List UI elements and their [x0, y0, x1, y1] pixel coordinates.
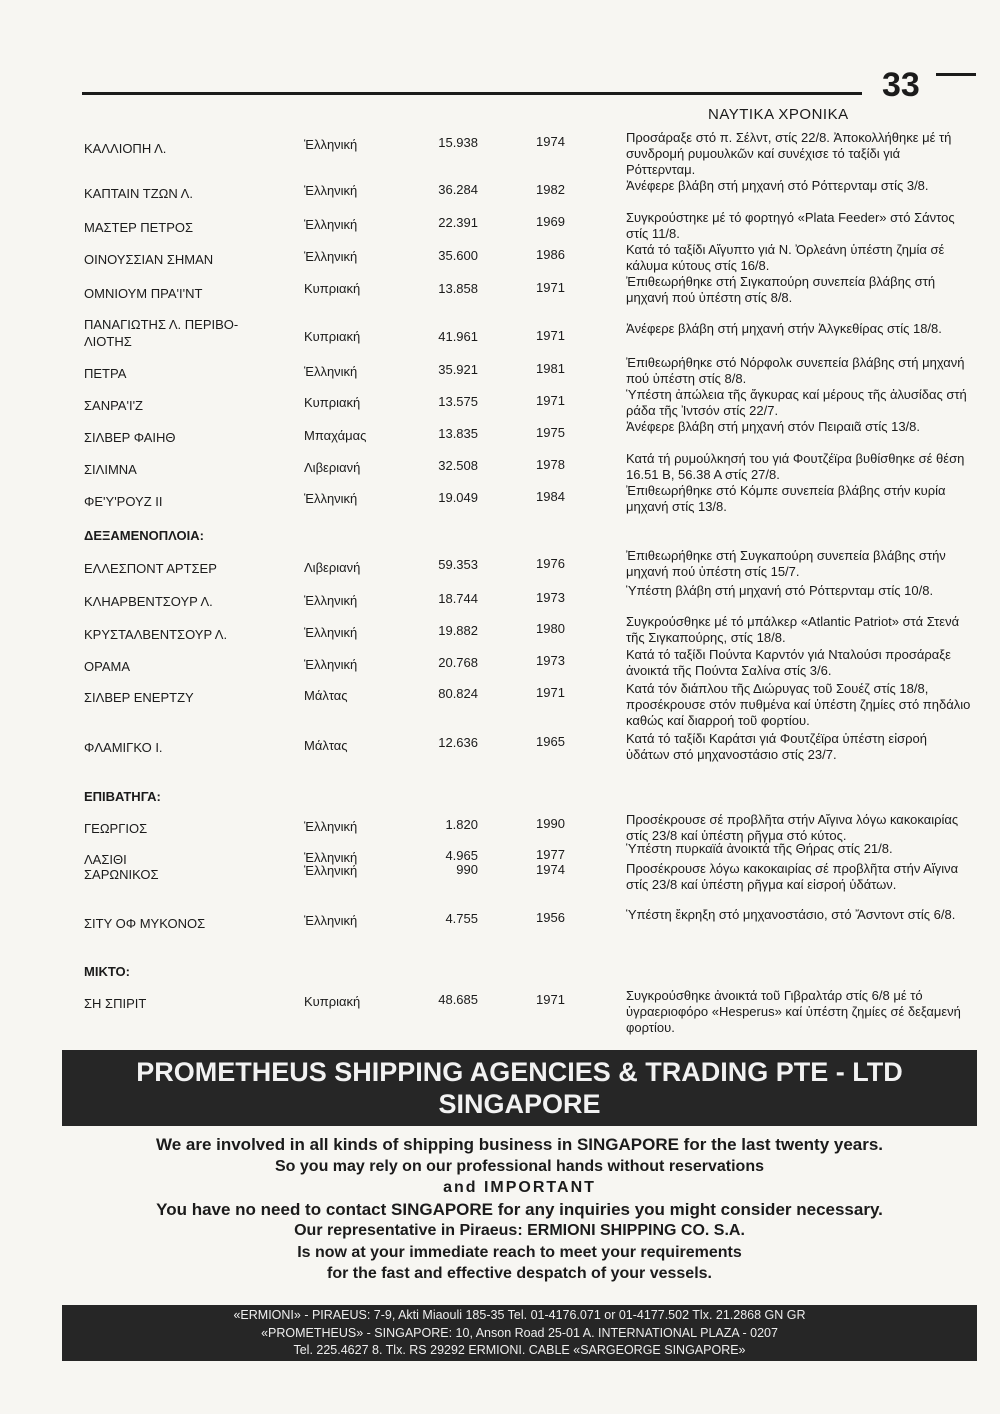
vessel-name: ΛΑΣΙΘΙ: [84, 852, 127, 867]
vessel-tonnage: 13.835: [438, 426, 478, 441]
incident-note: Κατά τό ταξίδι Πούντα Καρντόν γιά Νταλούσι προσάραξε ἀνοικτά τῆς Πούντα Σαλίνα στίς 3/6.: [626, 647, 951, 678]
vessel-year: 1977: [536, 847, 565, 862]
ad-line: for the fast and effective despatch of your vessels.: [326, 1265, 712, 1282]
vessel-name: ΜΑΣΤΕΡ ΠΕΤΡΟΣ: [84, 220, 194, 235]
page-number: 33: [882, 66, 920, 104]
ad-company-city: SINGAPORE: [438, 1089, 601, 1119]
vessel-tonnage: 80.824: [438, 686, 478, 701]
contact-line-piraeus: «ERMIONI» - PIRAEUS: 7-9, Akti Miaouli 185-35 Tel. 01-4176.071 or 01-4177.502 Tlx. 21.2868 GN GR: [233, 1308, 806, 1322]
vessel-flag: Ἑλληνική: [304, 657, 358, 672]
vessel-tonnage: 12.636: [438, 735, 478, 750]
vessel-tonnage: 59.353: [438, 557, 478, 572]
contact-line-singapore: «PROMETHEUS» - SINGAPORE: 10, Anson Road 25-01 A. INTERNATIONAL PLAZA - 0207: [261, 1325, 778, 1340]
incident-note: Ἐπιθεωρήθηκε στό Νόρφολκ συνεπεία βλάβης στή μηχανή πού ὑπέστη στίς 8/8.: [626, 355, 965, 386]
incident-note: Κατά τό ταξίδι Αἴγυπτο γιά Ν. Ὀρλεάνη ὑπέστη ζημία σέ κάλυμα κύτους στίς 16/8.: [626, 242, 945, 273]
incident-note: Κατά τή ρυμούλκησή του γιά Φουτζέϊρα βυθίσθηκε σέ θέση 16.51 Β, 56.38 Α στίς 27/8.: [626, 451, 965, 482]
vessel-tonnage: 15.938: [438, 135, 478, 150]
vessel-name: ΠΑΝΑΓΙΩΤΗΣ Λ. ΠΕΡΙΒΟ-ΛΙΟΤΗΣ: [84, 317, 239, 349]
incident-note: Ἀνέφερε βλάβη στή μηχανή στήν Ἀλγκεθίρας στίς 18/8.: [626, 321, 942, 336]
vessel-year: 1986: [536, 247, 565, 262]
vessel-year: 1978: [536, 457, 565, 472]
header-rule: [82, 92, 862, 95]
vessel-tonnage: 41.961: [438, 329, 478, 344]
incident-note: Ἐπιθεωρήθηκε στή Σιγκαπούρη συνεπεία βλάβης στή μηχανή πού ὑπέστη στίς 8/8.: [626, 274, 936, 305]
vessel-year: 1969: [536, 214, 565, 229]
ad-company-name: PROMETHEUS SHIPPING AGENCIES & TRADING PTE - LTD: [136, 1057, 903, 1087]
vessel-year: 1971: [536, 992, 565, 1007]
vessel-year: 1980: [536, 621, 565, 636]
vessel-name: ΟΙΝΟΥΣΣΙΑΝ ΣΗΜΑΝ: [84, 252, 214, 267]
vessel-flag: Ἑλληνική: [304, 625, 358, 640]
vessel-year: 1976: [536, 556, 565, 571]
vessel-tonnage: 18.744: [438, 591, 478, 606]
vessel-year: 1956: [536, 910, 565, 925]
vessel-name: ΣΙΛΒΕΡ ΕΝΕΡΤΖΥ: [84, 690, 194, 705]
vessel-tonnage: 13.858: [438, 281, 478, 296]
vessel-year: 1971: [536, 280, 565, 295]
journal-title: ΝΑΥΤΙΚΑ ΧΡΟΝΙΚΑ: [708, 106, 849, 123]
vessel-tonnage: 35.921: [438, 362, 478, 377]
vessel-year: 1984: [536, 489, 565, 504]
vessel-flag: Κυπριακή: [304, 281, 361, 296]
vessel-tonnage: 19.049: [438, 490, 478, 505]
vessel-flag: Μπαχάμας: [304, 428, 367, 443]
incident-note: Ἐπιθεωρήθηκε στή Συγκαπούρη συνεπεία βλάβης στήν μηχανή πού ὑπέστη στίς 15/7.: [626, 548, 946, 579]
vessel-year: 1965: [536, 734, 565, 749]
ad-line: and IMPORTANT: [443, 1179, 596, 1196]
incident-note: Ἐπιθεωρήθηκε στό Κόμπε συνεπεία βλάβης στήν κυρία μηχανή στίς 13/8.: [626, 483, 946, 514]
section-heading-mixed: ΜΙΚΤΟ:: [84, 964, 130, 979]
vessel-name: ΣΙΤΥ ΟΦ ΜΥΚΟΝΟΣ: [84, 916, 206, 931]
ad-banner: [62, 1050, 977, 1126]
vessel-flag: Ἑλληνική: [304, 913, 358, 928]
vessel-name: ΚΡΥΣΤΑΛΒΕΝΤΣΟΥΡ Λ.: [84, 627, 228, 642]
vessel-flag: Ἑλληνική: [304, 819, 358, 834]
vessel-name: ΚΛΗΑΡΒΕΝΤΣΟΥΡ Λ.: [84, 594, 213, 609]
ad-contact-footer: [62, 1305, 977, 1361]
incident-note: Συγκρούσθηκε μέ τό μπάλκερ «Atlantic Patriot» στά Στενά τῆς Σιγκαπούρης, στίς 18/8.: [626, 614, 960, 645]
vessel-year: 1982: [536, 182, 565, 197]
vessel-tonnage: 19.882: [438, 623, 478, 638]
incident-note: Ὑπέστη πυρκαϊά ἀνοικτά τῆς Θήρας στίς 21/8.: [626, 841, 893, 856]
vessel-tonnage: 1.820: [445, 817, 478, 832]
vessel-flag: Μάλτας: [304, 688, 348, 703]
vessel-year: 1974: [536, 862, 565, 877]
vessel-flag: Ἑλληνική: [304, 249, 358, 264]
vessel-tonnage: 35.600: [438, 248, 478, 263]
vessel-name: ΣΗ ΣΠΙΡΙΤ: [84, 996, 147, 1011]
vessel-name: ΣΑΝΡΑ'Ι'Ζ: [84, 398, 143, 413]
contact-line-telex: Tel. 225.4627 8. Tlx. RS 29292 ERMIONI. CABLE «SARGEORGE SINGAPORE»: [293, 1343, 746, 1357]
vessel-year: 1990: [536, 816, 565, 831]
vessel-name: ΓΕΩΡΓΙΟΣ: [84, 821, 148, 836]
vessel-flag: Ἑλληνική: [304, 364, 358, 379]
ad-line: You have no need to contact SINGAPORE for any inquiries you might consider necessary.: [156, 1199, 883, 1219]
vessel-name: ΚΑΛΛΙΟΠΗ Λ.: [84, 141, 167, 156]
vessel-tonnage: 36.284: [438, 182, 478, 197]
section-heading-tankers: ΔΕΞΑΜΕΝΟΠΛΟΙΑ:: [84, 528, 204, 543]
ad-line: We are involved in all kinds of shipping business in SINGAPORE for the last twenty years.: [155, 1135, 884, 1154]
vessel-tonnage: 4.965: [445, 848, 478, 863]
ad-body: [62, 1134, 977, 1285]
incident-note: Ὑπέστη ἀπώλεια τῆς ἄγκυρας καί μέρους τῆς ἀλυσίδας στή ράδα τῆς Ἰντσόν στίς 22/7.: [626, 387, 967, 418]
incident-note: Κατά τόν διάπλου τῆς Διώρυγας τοῦ Σουέζ στίς 18/8, προσέκρουσε στόν πυθμένα καί ὑπέστη ζημίες στό πηδάλιο καθώς καί διαρροή τοῦ φορτίου.: [626, 681, 971, 728]
vessel-name: ΠΕΤΡΑ: [84, 366, 127, 381]
vessel-flag: Ἑλληνική: [304, 183, 358, 198]
incident-note: Συγκρούσθηκε ἀνοικτά τοῦ Γιβραλτάρ στίς 6/8 μέ τό ὑγραεριοφόρο «Hesperus» καί ὑπέστη ζημίες σέ δεξαμενή φορτίου.: [626, 988, 961, 1035]
vessel-flag: Κυπριακή: [304, 395, 361, 410]
vessel-tonnage: 990: [456, 862, 478, 877]
incident-note: Προσέκρουσε σέ προβλῆτα στήν Αἴγινα λόγω κακοκαιρίας στίς 23/8 καί ὑπέστη ρῆγμα στό κύτος.: [626, 812, 959, 843]
vessel-name: ΟΡΑΜΑ: [84, 659, 130, 674]
vessel-flag: Ἑλληνική: [304, 850, 358, 865]
vessel-tonnage: 22.391: [438, 215, 478, 230]
incident-note: Ἀνέφερε βλάβη στή μηχανή στόν Πειραιᾶ στίς 13/8.: [626, 419, 920, 434]
incident-note: Προσέκρουσε λόγω κακοκαιρίας σέ προβλῆτα στήν Αἴγινα στίς 23/8 καί ὑπέστη ρῆγμα καί εἰσροή ὑδάτων.: [626, 861, 959, 892]
ad-line: So you may rely on our professional hands without reservations: [275, 1157, 764, 1175]
vessel-year: 1981: [536, 361, 565, 376]
vessel-name: ΣΙΛΙΜΝΑ: [84, 462, 137, 477]
vessel-flag: Ἑλληνική: [304, 863, 358, 878]
incident-note: Ὑπέστη βλάβη στή μηχανή στό Ρόττερνταμ στίς 10/8.: [626, 583, 934, 598]
vessel-year: 1971: [536, 685, 565, 700]
vessel-flag: Μάλτας: [304, 738, 348, 753]
incident-note: Ἀνέφερε βλάβη στή μηχανή στό Ρόττερνταμ στίς 3/8.: [626, 178, 929, 193]
vessel-flag: Ἑλληνική: [304, 217, 358, 232]
vessel-year: 1975: [536, 425, 565, 440]
vessel-flag: Λιβεριανή: [304, 460, 361, 475]
vessel-tonnage: 4.755: [445, 911, 478, 926]
vessel-year: 1973: [536, 590, 565, 605]
vessel-year: 1971: [536, 393, 565, 408]
vessel-tonnage: 32.508: [438, 458, 478, 473]
vessel-tonnage: 13.575: [438, 394, 478, 409]
section-heading-passenger: ΕΠΙΒΑΤΗΓΑ:: [84, 789, 161, 804]
vessel-flag: Ἑλληνική: [304, 137, 358, 152]
vessel-name: ΦΛΑΜΙΓΚΟ Ι.: [84, 740, 163, 755]
incident-note: Κατά τό ταξίδι Καράτσι γιά Φουτζέϊρα ὑπέστη εἰσροή ὑδάτων στό μηχανοστάσιο στίς 23/7.: [626, 731, 927, 762]
vessel-name: ΣΑΡΩΝΙΚΟΣ: [84, 867, 159, 882]
vessel-tonnage: 48.685: [438, 992, 478, 1007]
vessel-flag: Κυπριακή: [304, 329, 361, 344]
incident-note: Συγκρούστηκε μέ τό φορτηγό «Plata Feeder» στό Σάντος στίς 11/8.: [626, 210, 955, 241]
vessel-year: 1973: [536, 653, 565, 668]
vessel-flag: Ἑλληνική: [304, 593, 358, 608]
vessel-year: 1974: [536, 134, 565, 149]
vessel-name: ΚΑΠΤΑΙΝ ΤΖΩΝ Λ.: [84, 186, 193, 201]
incident-note: Προσάραξε στό π. Σέλντ, στίς 22/8. Ἀποκολλήθηκε μέ τή συνδρομή ρυμουλκῶν καί συνέχισε τό ταξίδι γιά Ρόττερνταμ.: [626, 130, 952, 177]
vessel-flag: Κυπριακή: [304, 994, 361, 1009]
header-rule-right: [936, 73, 976, 76]
ad-line: Is now at your immediate reach to meet your requirements: [297, 1243, 742, 1261]
ad-line: Our representative in Piraeus: ERMIONI SHIPPING CO. S.A.: [294, 1222, 745, 1239]
vessel-year: 1971: [536, 328, 565, 343]
vessel-flag: Ἑλληνική: [304, 491, 358, 506]
vessel-name: ΣΙΛΒΕΡ ΦΑΙΗΘ: [84, 430, 176, 445]
vessel-name: ΕΛΛΕΣΠΟΝΤ ΑΡΤΣΕΡ: [84, 561, 217, 576]
incident-note: Ὑπέστη ἔκρηξη στό μηχανοστάσιο, στό Ἄσντοντ στίς 6/8.: [626, 907, 956, 922]
vessel-tonnage: 20.768: [438, 655, 478, 670]
vessel-name: ΟΜΝΙΟΥΜ ΠΡΑ'Ι'ΝΤ: [84, 286, 203, 301]
vessel-name: ΦΕ'Υ'ΡΟΥΖ ΙΙ: [84, 494, 163, 509]
vessel-flag: Λιβεριανή: [304, 560, 361, 575]
